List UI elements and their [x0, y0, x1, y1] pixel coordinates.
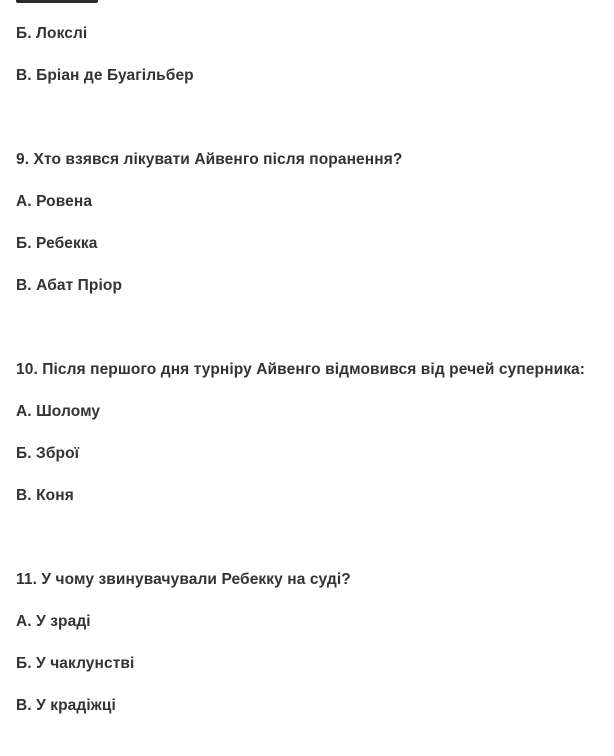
answer-option: В. Абат Пріор	[16, 277, 123, 294]
answer-option: Б. Ребекка	[16, 235, 98, 252]
question-9: 9. Хто взявся лікувати Айвенго після поранення?	[16, 151, 403, 168]
answer-option: В. У крадіжці	[16, 697, 116, 714]
question-10: 10. Після першого дня турніру Айвенго відмовився від речей суперника:	[16, 361, 586, 378]
answer-option: А. У зраді	[16, 613, 91, 630]
question-11: 11. У чому звинувачували Ребекку на суді?	[16, 571, 351, 588]
answer-option: А. Ровена	[16, 193, 93, 210]
answer-option: Б. Зброї	[16, 445, 80, 462]
cropped-text-fragment	[16, 0, 98, 3]
answer-option: В. Коня	[16, 487, 74, 504]
answer-option: В. Бріан де Буагільбер	[16, 67, 194, 84]
answer-option: Б. У чаклунстві	[16, 655, 135, 672]
answer-option: А. Шолому	[16, 403, 101, 420]
answer-option: Б. Локслі	[16, 25, 88, 42]
